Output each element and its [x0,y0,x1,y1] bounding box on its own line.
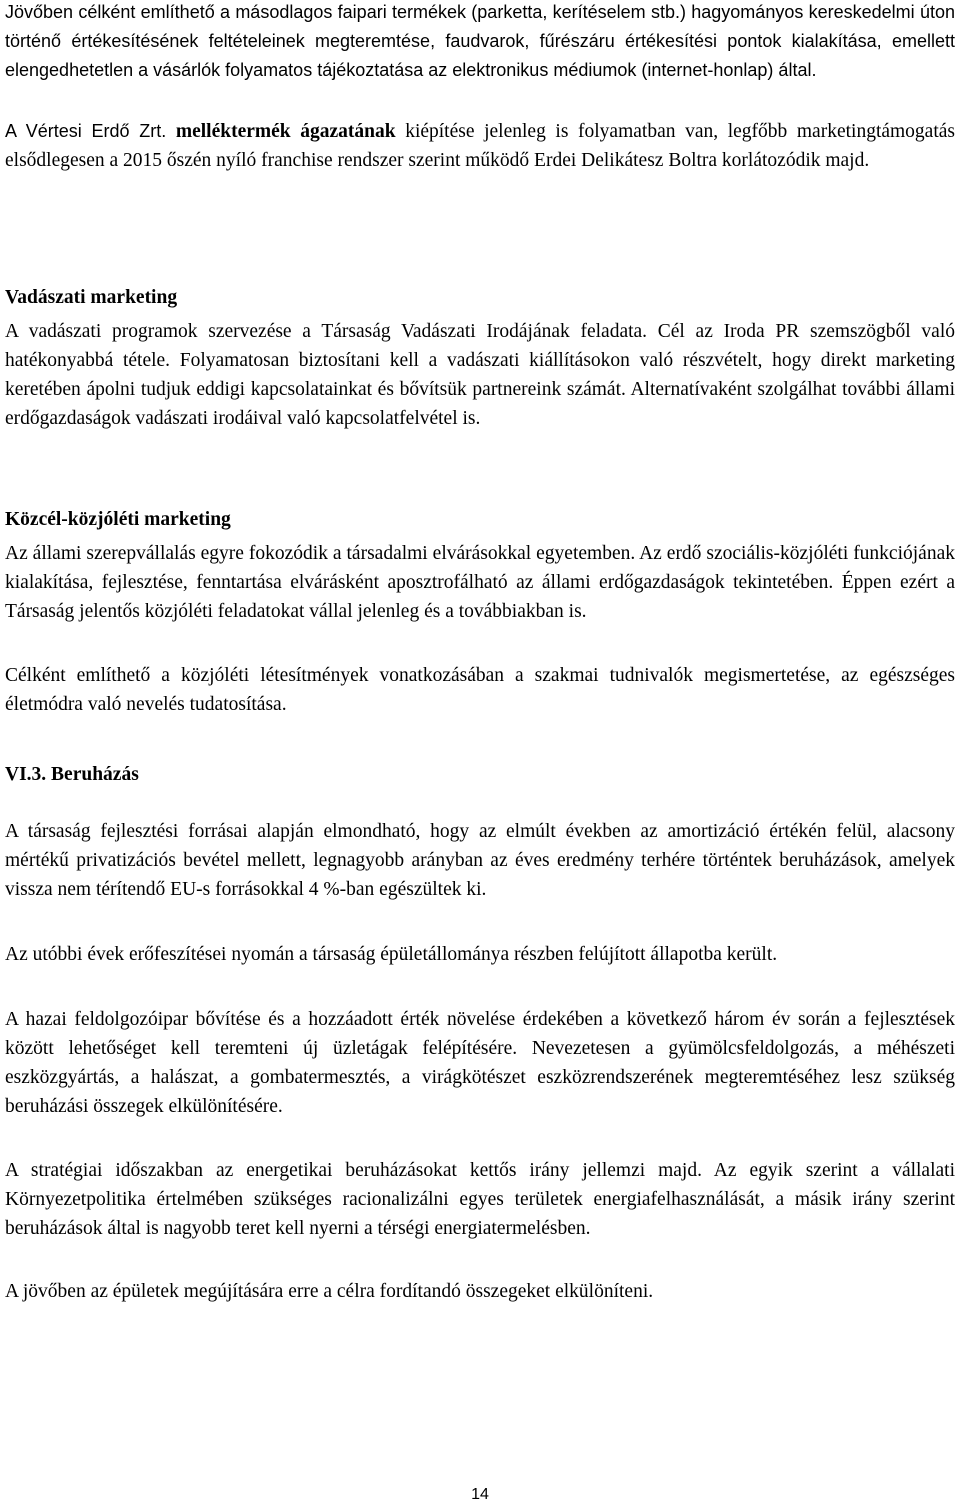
paragraph-processing-industry: A hazai feldolgozóipar bővítése és a hozzáadott érték növelése érdekében a következő három év során a fejlesztések között lehetőséget kell teremteni új üzletágak felépítésére. Nevezetesen a gyümölcsfeldolgozás, a méhészeti eszközgyártás, a halászat, a gombatermesztés, a virágkötészet eszközrendszerének megteremtéséhez lesz szükség beruházási összegek elkülönítésére. [5,1009,955,1117]
paragraph-energy-investments: A stratégiai időszakban az energetikai beruházásokat kettős irány jellemzi majd. Az egyik szerint a vállalati Környezetpolitika értelmében szükséges racionalizálni egyes területek energiafelhasználását, a másik irány szerint beruházások által is nagyobb teret kell nyerni a térségi energiatermelésben. [5,1160,955,1239]
page-number: 14 [471,1486,489,1503]
paragraph-public-welfare: Az állami szerepvállalás egyre fokozódik a társadalmi elvárásokkal egyetemben. Az erdő szociális-közjóléti funkciójának kialakítása, fejlesztése, fenntartása elvárásként aposztrofálható az állami erdőgazdaságok tekintetében. Éppen ezért a Társaság jelentős közjóléti feladatokat vállal jelenleg és a továbbiakban is. [5,543,955,622]
emphasis-text: melléktermék ágazatának [175,121,396,142]
paragraph-future-buildings: A jövőben az épületek megújítására erre a célra fordítandó összegeket elkülöníteni. [5,1281,654,1302]
heading-investment: VI.3. Beruházás [5,764,139,785]
heading-public-welfare-marketing: Közcél-közjóléti marketing [5,509,231,530]
paragraph-secondary-wood-products [5,0,955,85]
paragraph-hunting: A vadászati programok szervezése a Társaság Vadászati Irodájának feladata. Cél az Iroda PR szemszögből való hatékonyabbá tétele. Folyamatosan biztosítani kell a vadászati kiállításokon való részvételt, hogy direkt marketing keretében ápolni tudjuk eddigi kapcsolatainkat és bővítsük partnereink számát. Alternatívaként szolgálhat további állami erdőgazdaságok vadászati irodáival való kapcsolatfelvétel is. [5,321,955,429]
paragraph-buildings: Az utóbbi évek erőfeszítései nyomán a társaság épületállománya részben felújított állapotba került. [5,944,778,965]
heading-hunting-marketing: Vadászati marketing [5,287,178,308]
paragraph-text: kiépítése jelenleg is folyamatban van, legfőbb marketingtámogatás elsődlegesen a 2015 őszén nyíló franchise rendszer szerint működő Erdei Delikátesz Boltra korlátozódik majd. [5,121,956,171]
paragraph-text: Jövőben célként említhető a másodlagos faipari termékek (parketta, kerítéselem stb.) hagyományos kereskedelmi úton történő értékesítésének feltételeinek megteremtése, faudvarok, fűrészáru értékesítési pontok kialakítása, emellett elengedhetetlen a vásárlók folyamatos tájékoztatása az elektronikus médiumok (internet-honlap) által. [5,2,955,80]
paragraph-recreation-goals: Célként említhető a közjóléti létesítmények vonatkozásában a szakmai tudnivalók megismertetése, az egészséges életmódra való nevelés tudatosítása. [5,665,955,715]
paragraph-investment-sources: A társaság fejlesztési forrásai alapján elmondható, hogy az elmúlt években az amortizáció értékén felül, alacsony mértékű privatizációs bevétel mellett, legnagyobb arányban az éves eredmény terhére történtek beruházások, amelyek vissza nem térítendő EU-s forrásokkal 4 %-ban egészültek ki. [5,821,955,900]
company-name: A Vértesi Erdő Zrt. [5,121,167,141]
paragraph-byproduct-sector [5,117,955,175]
